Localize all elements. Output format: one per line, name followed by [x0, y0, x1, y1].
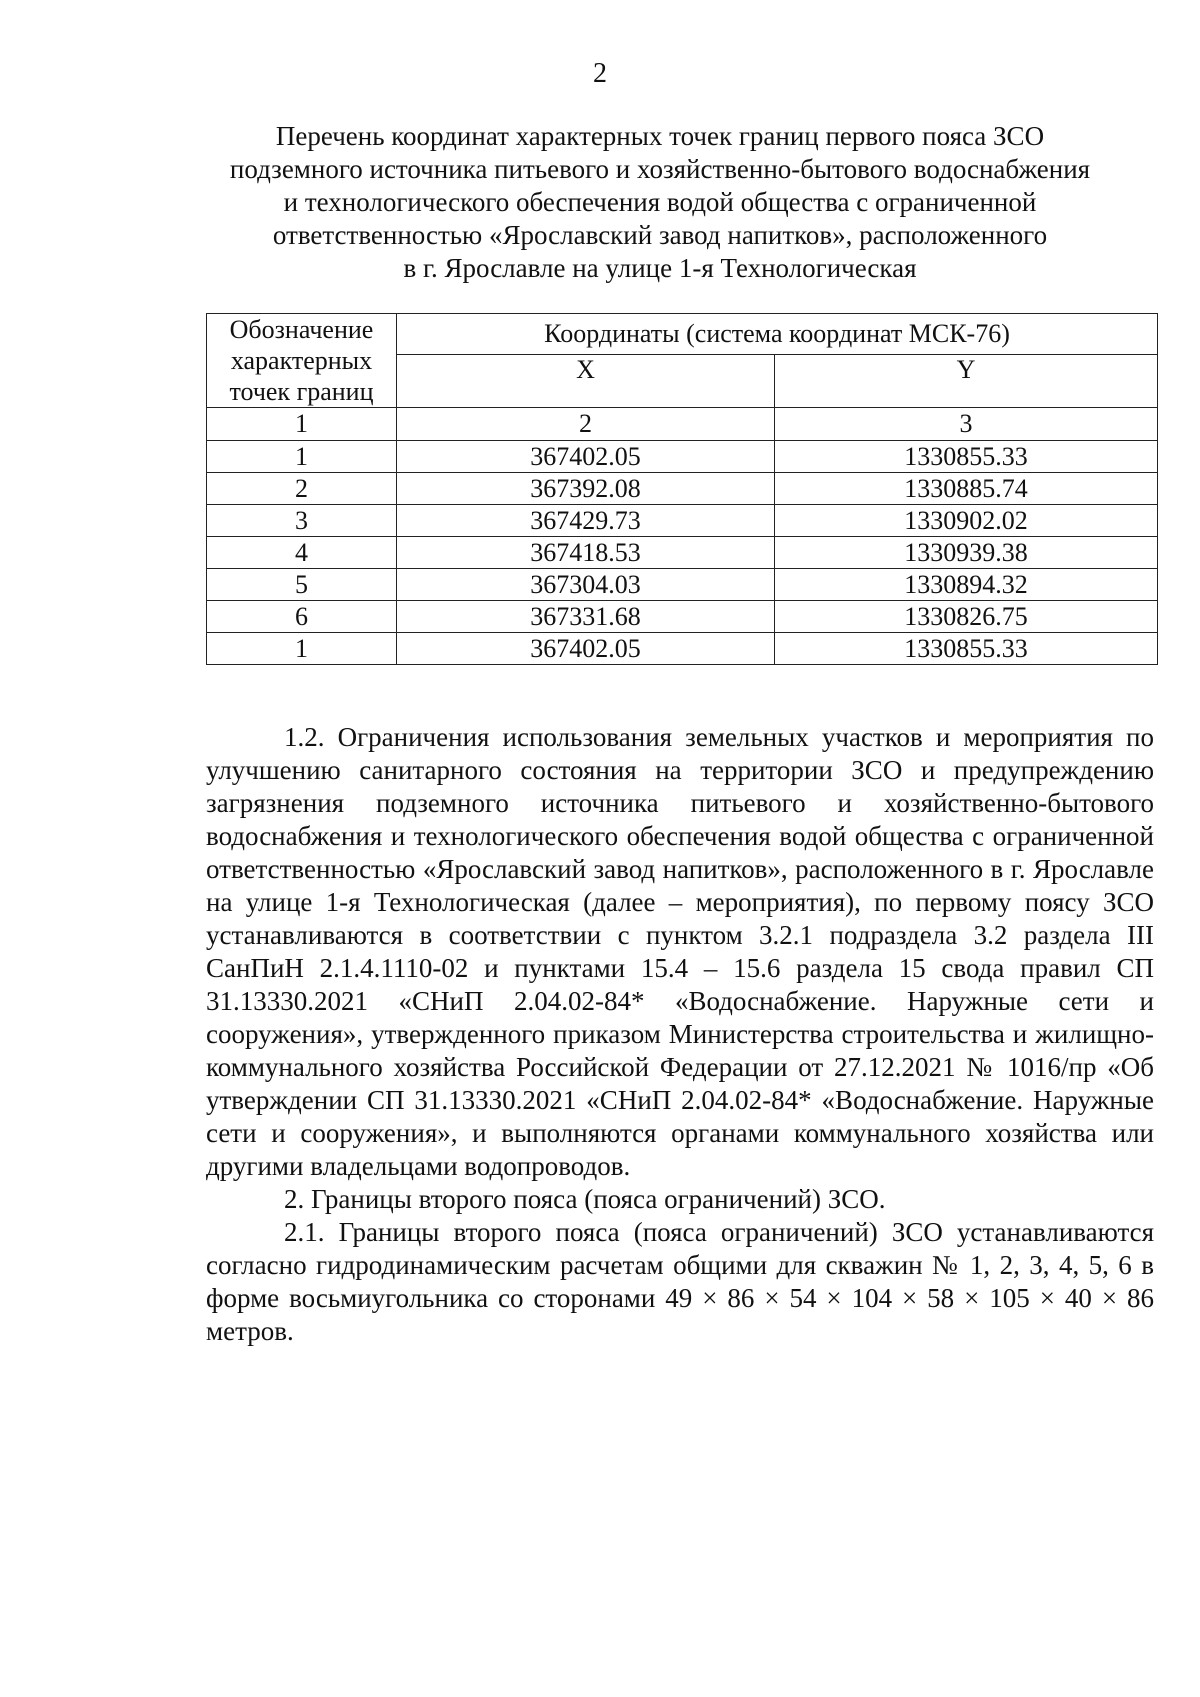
table-row	[207, 473, 1158, 505]
y-cell: 1330855.33	[775, 441, 1158, 473]
x-cell: 367402.05	[397, 633, 775, 665]
point-cell: 2	[207, 473, 397, 505]
x-cell: 367402.05	[397, 441, 775, 473]
y-cell: 1330885.74	[775, 473, 1158, 505]
x-cell: 367331.68	[397, 601, 775, 633]
page-number: 2	[593, 58, 607, 89]
header-coordinates: Координаты (система координат МСК-76)	[397, 314, 1158, 355]
x-cell: 367304.03	[397, 569, 775, 601]
table-row	[207, 633, 1158, 665]
header-point-designation: Обозначение характерных точек границ	[207, 314, 397, 408]
table-row	[207, 601, 1158, 633]
table-row	[207, 537, 1158, 569]
document-title	[180, 120, 1140, 285]
y-cell: 1330826.75	[775, 601, 1158, 633]
y-cell: 1330855.33	[775, 633, 1158, 665]
header-y: Y	[775, 355, 1158, 408]
header-x: X	[397, 355, 775, 408]
coordinates-table	[206, 313, 1158, 665]
x-cell: 367418.53	[397, 537, 775, 569]
title-line: в г. Ярославле на улице 1-я Технологическая	[403, 253, 917, 283]
body-text	[206, 721, 1154, 1348]
table-row	[207, 505, 1158, 537]
y-cell: 1330902.02	[775, 505, 1158, 537]
column-number: 1	[207, 408, 397, 441]
y-cell: 1330939.38	[775, 537, 1158, 569]
table-row	[207, 569, 1158, 601]
point-cell: 5	[207, 569, 397, 601]
column-number: 3	[775, 408, 1158, 441]
y-cell: 1330894.32	[775, 569, 1158, 601]
paragraph: 2.1. Границы второго пояса (пояса ограничений) ЗСО устанавливаются согласно гидродинамическим расчетам общими для скважин № 1, 2, 3, 4, 5, 6 в форме восьмиугольника со сторонами 49 × 86 × 54 × 104 × 58 × 105 × 40 × 86 метров.	[206, 1217, 1154, 1346]
title-line: Перечень координат характерных точек границ первого пояса ЗСО	[275, 121, 1045, 151]
paragraph: 1.2. Ограничения использования земельных участков и мероприятия по улучшению санитарного состояния на территории ЗСО и предупреждению загрязнения подземного источника питьевого и хозяйственно-бытового водоснабжения и технологического обеспечения водой общества с ограниченной ответственностью «Ярославский завод напитков», расположенного в г. Ярославле на улице 1-я Технологическая (далее – мероприятия), по первому поясу ЗСО устанавливаются в соответствии с пунктом 3.2.1 подраздела 3.2 раздела III СанПиН 2.1.4.1110-02 и пунктами 15.4 – 15.6 раздела 15 свода правил СП 31.13330.2021 «СНиП 2.04.02-84* «Водоснабжение. Наружные сети и сооружения», утвержденного приказом Министерства строительства и жилищно-коммунального хозяйства Российской Федерации от 27.12.2021 № 1016/пр «Об утверждении СП 31.13330.2021 «СНиП 2.04.02-84* «Водоснабжение. Наружные сети и сооружения», и выполняются органами коммунального хозяйства или другими владельцами водопроводов.	[206, 722, 1154, 1181]
title-line: и технологического обеспечения водой общества с ограниченной	[283, 187, 1037, 217]
column-number: 2	[397, 408, 775, 441]
point-cell: 6	[207, 601, 397, 633]
table-row	[207, 441, 1158, 473]
point-cell: 3	[207, 505, 397, 537]
title-line: ответственностью «Ярославский завод напитков», расположенного	[272, 220, 1048, 250]
x-cell: 367429.73	[397, 505, 775, 537]
point-cell: 1	[207, 633, 397, 665]
point-cell: 4	[207, 537, 397, 569]
point-cell: 1	[207, 441, 397, 473]
paragraph: 2. Границы второго пояса (пояса ограничений) ЗСО.	[284, 1184, 886, 1214]
x-cell: 367392.08	[397, 473, 775, 505]
title-line: подземного источника питьевого и хозяйственно-бытового водоснабжения	[229, 154, 1091, 184]
